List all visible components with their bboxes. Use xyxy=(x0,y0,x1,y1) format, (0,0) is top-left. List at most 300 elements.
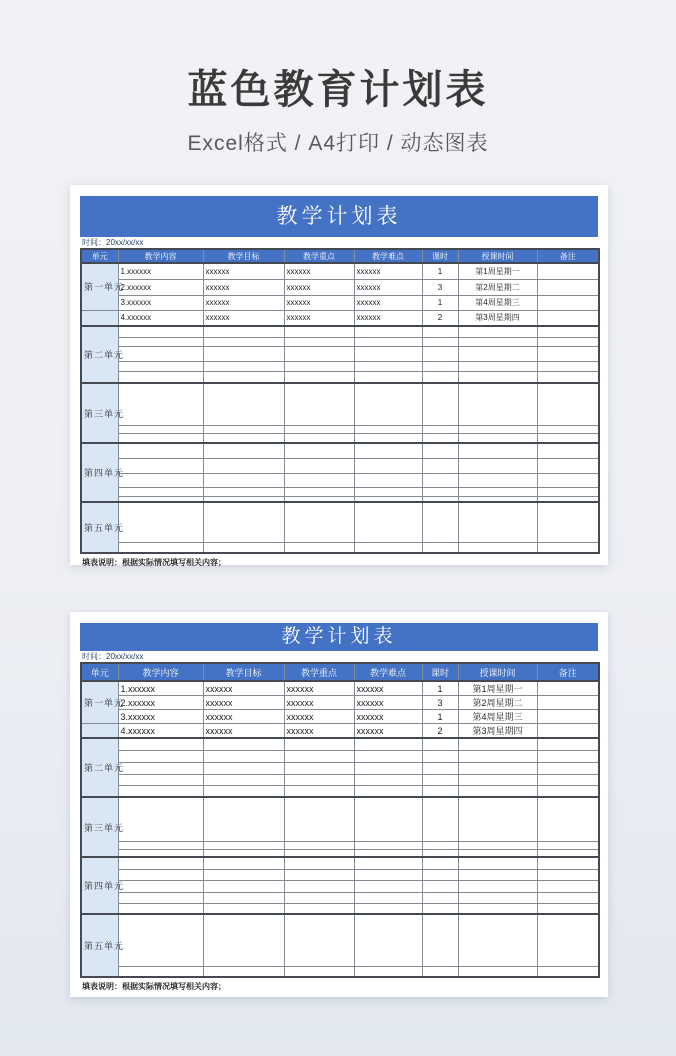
table-cell xyxy=(284,841,354,849)
table-cell xyxy=(203,797,284,841)
difficulty-cell: xxxxxx xyxy=(354,295,422,310)
table-cell xyxy=(354,502,422,542)
table-cell xyxy=(458,966,537,977)
remark-cell xyxy=(537,263,599,279)
table-cell xyxy=(458,502,537,542)
table-cell xyxy=(118,869,203,880)
schedule-cell: 第2周星期二 xyxy=(458,696,537,710)
table-cell xyxy=(458,880,537,892)
table-cell xyxy=(354,903,422,914)
table-cell xyxy=(537,738,599,750)
unit-label-cell: 第五单元 xyxy=(81,914,118,977)
table-cell xyxy=(203,892,284,903)
table-cell xyxy=(354,487,422,496)
table-cell xyxy=(458,361,537,371)
table-cell xyxy=(203,542,284,553)
table-cell xyxy=(422,738,458,750)
table-cell xyxy=(537,337,599,346)
table-cell xyxy=(422,774,458,785)
teaching-plan-table xyxy=(80,248,600,554)
focus-cell: xxxxxx xyxy=(284,279,354,295)
hours-cell: 3 xyxy=(422,279,458,295)
table-cell xyxy=(458,487,537,496)
table-cell xyxy=(354,797,422,841)
table-cell xyxy=(203,433,284,443)
table-cell xyxy=(284,443,354,458)
table-cell xyxy=(537,903,599,914)
table-cell xyxy=(537,502,599,542)
table-cell xyxy=(354,774,422,785)
table-cell xyxy=(354,849,422,857)
table-cell xyxy=(537,361,599,371)
page-title: 蓝色教育计划表 xyxy=(187,68,489,112)
sheet-date-label: 时间：20xx/xx/xx xyxy=(82,652,144,661)
table-cell xyxy=(203,774,284,785)
column-header-difficulty: 教学难点 xyxy=(354,663,422,681)
content-cell: 3.xxxxxx xyxy=(118,710,203,724)
goal-cell: xxxxxx xyxy=(203,724,284,739)
table-cell xyxy=(458,903,537,914)
table-cell xyxy=(458,797,537,841)
table-cell xyxy=(537,473,599,487)
table-cell xyxy=(284,857,354,869)
table-cell xyxy=(537,880,599,892)
sheet-date-label: 时间：20xx/xx/xx xyxy=(82,238,144,247)
table-cell xyxy=(354,880,422,892)
table-cell xyxy=(458,473,537,487)
difficulty-cell: xxxxxx xyxy=(354,710,422,724)
table-cell xyxy=(118,797,203,841)
hours-cell: 1 xyxy=(422,710,458,724)
table-cell xyxy=(118,337,203,346)
table-cell xyxy=(537,326,599,337)
template-preview-card-1[interactable] xyxy=(70,185,608,565)
table-cell xyxy=(354,337,422,346)
table-cell xyxy=(537,785,599,797)
table-cell xyxy=(537,542,599,553)
table-cell xyxy=(458,841,537,849)
table-cell xyxy=(354,892,422,903)
table-cell xyxy=(118,502,203,542)
table-cell xyxy=(422,473,458,487)
table-cell xyxy=(354,914,422,966)
column-header-content: 教学内容 xyxy=(118,663,203,681)
table-cell xyxy=(354,542,422,553)
table-cell xyxy=(203,326,284,337)
table-cell xyxy=(118,443,203,458)
table-cell xyxy=(458,433,537,443)
content-cell: 2.xxxxxx xyxy=(118,696,203,710)
column-header-remark: 备注 xyxy=(537,663,599,681)
table-cell xyxy=(458,869,537,880)
table-cell xyxy=(118,361,203,371)
focus-cell: xxxxxx xyxy=(284,310,354,326)
table-cell xyxy=(118,849,203,857)
remark-cell xyxy=(537,724,599,739)
table-cell xyxy=(203,857,284,869)
table-cell xyxy=(537,762,599,774)
table-cell xyxy=(422,458,458,473)
unit-label-cell: 第三单元 xyxy=(81,797,118,857)
table-cell xyxy=(458,371,537,383)
sheet-footer-note: 填表说明：根据实际情况填写相关内容； xyxy=(82,982,226,991)
table-cell xyxy=(537,966,599,977)
table-cell xyxy=(203,966,284,977)
table-cell xyxy=(118,762,203,774)
column-header-goal: 教学目标 xyxy=(203,249,284,263)
table-cell xyxy=(284,326,354,337)
table-cell xyxy=(203,762,284,774)
sheet-title-bar: 教学计划表 xyxy=(80,623,598,651)
schedule-cell: 第3周星期四 xyxy=(458,724,537,739)
table-cell xyxy=(354,433,422,443)
table-cell xyxy=(422,502,458,542)
unit-label-cell: 第二单元 xyxy=(81,326,118,383)
table-cell xyxy=(354,966,422,977)
schedule-cell: 第2周星期二 xyxy=(458,279,537,295)
table-cell xyxy=(118,487,203,496)
table-cell xyxy=(422,750,458,762)
table-cell xyxy=(203,502,284,542)
table-cell xyxy=(537,892,599,903)
table-cell xyxy=(354,785,422,797)
table-cell xyxy=(458,383,537,425)
unit-label-cell: 第二单元 xyxy=(81,738,118,797)
table-cell xyxy=(284,869,354,880)
column-header-unit: 单元 xyxy=(81,249,118,263)
table-cell xyxy=(203,346,284,361)
focus-cell: xxxxxx xyxy=(284,696,354,710)
goal-cell: xxxxxx xyxy=(203,696,284,710)
difficulty-cell: xxxxxx xyxy=(354,681,422,696)
table-cell xyxy=(118,892,203,903)
table-cell xyxy=(422,966,458,977)
goal-cell: xxxxxx xyxy=(203,279,284,295)
table-cell xyxy=(284,785,354,797)
table-cell xyxy=(458,892,537,903)
sheet-title-bar: 教学计划表 xyxy=(80,196,598,237)
table-cell xyxy=(458,542,537,553)
column-header-content: 教学内容 xyxy=(118,249,203,263)
table-cell xyxy=(422,542,458,553)
table-cell xyxy=(118,425,203,433)
column-header-focus: 教学重点 xyxy=(284,249,354,263)
column-header-schedule: 授课时间 xyxy=(458,249,537,263)
table-cell xyxy=(118,774,203,785)
table-cell xyxy=(537,841,599,849)
table-cell xyxy=(284,750,354,762)
table-cell xyxy=(118,473,203,487)
table-cell xyxy=(118,371,203,383)
table-cell xyxy=(354,383,422,425)
table-cell xyxy=(537,750,599,762)
table-cell xyxy=(458,458,537,473)
template-preview-card-2[interactable] xyxy=(70,612,608,997)
content-cell: 2.xxxxxx xyxy=(118,279,203,295)
table-cell xyxy=(458,857,537,869)
table-cell xyxy=(284,797,354,841)
column-header-goal: 教学目标 xyxy=(203,663,284,681)
table-cell xyxy=(284,337,354,346)
table-cell xyxy=(458,326,537,337)
table-cell xyxy=(354,738,422,750)
table-cell xyxy=(422,857,458,869)
table-cell xyxy=(118,750,203,762)
unit-label-cell: 第三单元 xyxy=(81,383,118,443)
table-cell xyxy=(458,425,537,433)
content-cell: 1.xxxxxx xyxy=(118,681,203,696)
table-cell xyxy=(537,869,599,880)
table-cell xyxy=(458,750,537,762)
table-cell xyxy=(118,383,203,425)
table-cell xyxy=(203,487,284,496)
focus-cell: xxxxxx xyxy=(284,295,354,310)
teaching-plan-table xyxy=(80,662,600,978)
table-cell xyxy=(422,337,458,346)
table-cell xyxy=(422,487,458,496)
table-cell xyxy=(203,371,284,383)
goal-cell: xxxxxx xyxy=(203,295,284,310)
table-cell xyxy=(422,914,458,966)
remark-cell xyxy=(537,681,599,696)
goal-cell: xxxxxx xyxy=(203,263,284,279)
table-cell xyxy=(203,880,284,892)
table-cell xyxy=(422,869,458,880)
table-cell xyxy=(118,857,203,869)
difficulty-cell: xxxxxx xyxy=(354,696,422,710)
column-header-focus: 教学重点 xyxy=(284,663,354,681)
sheet-footer-note: 填表说明：根据实际情况填写相关内容； xyxy=(82,558,226,567)
schedule-cell: 第4周星期三 xyxy=(458,295,537,310)
table-cell xyxy=(284,903,354,914)
column-header-difficulty: 教学难点 xyxy=(354,249,422,263)
table-cell xyxy=(284,738,354,750)
hours-cell: 2 xyxy=(422,724,458,739)
table-cell xyxy=(422,361,458,371)
table-cell xyxy=(458,785,537,797)
content-cell: 1.xxxxxx xyxy=(118,263,203,279)
table-cell xyxy=(203,750,284,762)
table-cell xyxy=(284,774,354,785)
table-cell xyxy=(422,892,458,903)
table-cell xyxy=(284,361,354,371)
table-cell xyxy=(203,443,284,458)
table-cell xyxy=(284,371,354,383)
remark-cell xyxy=(537,279,599,295)
column-header-hours: 课时 xyxy=(422,663,458,681)
focus-cell: xxxxxx xyxy=(284,710,354,724)
table-cell xyxy=(422,880,458,892)
table-cell xyxy=(354,750,422,762)
difficulty-cell: xxxxxx xyxy=(354,279,422,295)
table-cell xyxy=(537,425,599,433)
table-cell xyxy=(203,869,284,880)
table-cell xyxy=(284,458,354,473)
table-cell xyxy=(458,738,537,750)
goal-cell: xxxxxx xyxy=(203,681,284,696)
table-cell xyxy=(422,849,458,857)
table-cell xyxy=(422,346,458,361)
table-cell xyxy=(118,966,203,977)
hours-cell: 1 xyxy=(422,295,458,310)
table-cell xyxy=(458,762,537,774)
difficulty-cell: xxxxxx xyxy=(354,310,422,326)
table-cell xyxy=(458,849,537,857)
hours-cell: 1 xyxy=(422,681,458,696)
column-header-remark: 备注 xyxy=(537,249,599,263)
table-cell xyxy=(422,762,458,774)
table-cell xyxy=(458,346,537,361)
table-cell xyxy=(537,346,599,361)
table-cell xyxy=(203,785,284,797)
table-cell xyxy=(118,433,203,443)
table-cell xyxy=(537,487,599,496)
table-cell xyxy=(422,797,458,841)
table-cell xyxy=(203,738,284,750)
table-cell xyxy=(422,443,458,458)
table-cell xyxy=(458,774,537,785)
table-cell xyxy=(203,425,284,433)
table-cell xyxy=(284,487,354,496)
unit-label-cell xyxy=(81,310,118,326)
table-cell xyxy=(537,797,599,841)
unit-label-cell: 第五单元 xyxy=(81,502,118,553)
table-cell xyxy=(422,785,458,797)
table-cell xyxy=(422,383,458,425)
table-cell xyxy=(203,337,284,346)
table-cell xyxy=(422,371,458,383)
table-cell xyxy=(458,914,537,966)
table-cell xyxy=(118,880,203,892)
table-cell xyxy=(284,502,354,542)
table-cell xyxy=(203,361,284,371)
table-cell xyxy=(422,425,458,433)
table-cell xyxy=(354,762,422,774)
table-cell xyxy=(354,869,422,880)
table-cell xyxy=(537,371,599,383)
table-cell xyxy=(354,361,422,371)
table-cell xyxy=(284,892,354,903)
column-header-schedule: 授课时间 xyxy=(458,663,537,681)
page-subtitle: Excel格式 / A4打印 / 动态图表 xyxy=(187,132,489,155)
table-cell xyxy=(118,841,203,849)
unit-label-cell: 第四单元 xyxy=(81,443,118,502)
table-cell xyxy=(354,857,422,869)
table-cell xyxy=(422,841,458,849)
table-cell xyxy=(203,458,284,473)
focus-cell: xxxxxx xyxy=(284,681,354,696)
table-cell xyxy=(537,458,599,473)
table-cell xyxy=(537,443,599,458)
table-cell xyxy=(118,346,203,361)
table-cell xyxy=(284,473,354,487)
table-cell xyxy=(537,433,599,443)
column-header-unit: 单元 xyxy=(81,663,118,681)
table-cell xyxy=(284,346,354,361)
table-cell xyxy=(284,880,354,892)
focus-cell: xxxxxx xyxy=(284,724,354,739)
schedule-cell: 第1周星期一 xyxy=(458,263,537,279)
unit-label-cell: 第四单元 xyxy=(81,857,118,914)
table-cell xyxy=(354,371,422,383)
table-cell xyxy=(537,849,599,857)
table-cell xyxy=(118,542,203,553)
difficulty-cell: xxxxxx xyxy=(354,263,422,279)
table-cell xyxy=(537,914,599,966)
table-cell xyxy=(422,433,458,443)
content-cell: 4.xxxxxx xyxy=(118,310,203,326)
table-cell xyxy=(284,966,354,977)
table-cell xyxy=(203,473,284,487)
schedule-cell: 第1周星期一 xyxy=(458,681,537,696)
table-cell xyxy=(203,914,284,966)
table-cell xyxy=(537,774,599,785)
table-cell xyxy=(354,458,422,473)
unit-label-cell: 第一单元 xyxy=(81,681,118,724)
hours-cell: 2 xyxy=(422,310,458,326)
table-cell xyxy=(203,849,284,857)
table-cell xyxy=(537,383,599,425)
table-cell xyxy=(422,326,458,337)
table-cell xyxy=(284,762,354,774)
content-cell: 3.xxxxxx xyxy=(118,295,203,310)
table-cell xyxy=(458,443,537,458)
table-cell xyxy=(284,542,354,553)
table-cell xyxy=(284,425,354,433)
table-cell xyxy=(354,346,422,361)
table-cell xyxy=(422,903,458,914)
table-cell xyxy=(354,326,422,337)
table-cell xyxy=(118,785,203,797)
content-cell: 4.xxxxxx xyxy=(118,724,203,739)
table-cell xyxy=(118,738,203,750)
focus-cell: xxxxxx xyxy=(284,263,354,279)
goal-cell: xxxxxx xyxy=(203,710,284,724)
table-cell xyxy=(118,326,203,337)
table-cell xyxy=(354,425,422,433)
table-cell xyxy=(284,383,354,425)
table-cell xyxy=(537,857,599,869)
difficulty-cell: xxxxxx xyxy=(354,724,422,739)
table-cell xyxy=(284,849,354,857)
table-cell xyxy=(354,473,422,487)
table-cell xyxy=(458,337,537,346)
table-cell xyxy=(203,903,284,914)
table-cell xyxy=(354,841,422,849)
table-cell xyxy=(284,433,354,443)
remark-cell xyxy=(537,295,599,310)
table-cell xyxy=(354,443,422,458)
table-cell xyxy=(203,383,284,425)
table-cell xyxy=(118,914,203,966)
hours-cell: 3 xyxy=(422,696,458,710)
remark-cell xyxy=(537,696,599,710)
hours-cell: 1 xyxy=(422,263,458,279)
unit-label-cell: 第一单元 xyxy=(81,263,118,310)
table-cell xyxy=(284,914,354,966)
table-cell xyxy=(118,903,203,914)
schedule-cell: 第3周星期四 xyxy=(458,310,537,326)
page-header xyxy=(0,0,676,157)
table-cell xyxy=(118,458,203,473)
column-header-hours: 课时 xyxy=(422,249,458,263)
remark-cell xyxy=(537,310,599,326)
remark-cell xyxy=(537,710,599,724)
goal-cell: xxxxxx xyxy=(203,310,284,326)
unit-label-cell xyxy=(81,724,118,739)
schedule-cell: 第4周星期三 xyxy=(458,710,537,724)
table-cell xyxy=(203,841,284,849)
